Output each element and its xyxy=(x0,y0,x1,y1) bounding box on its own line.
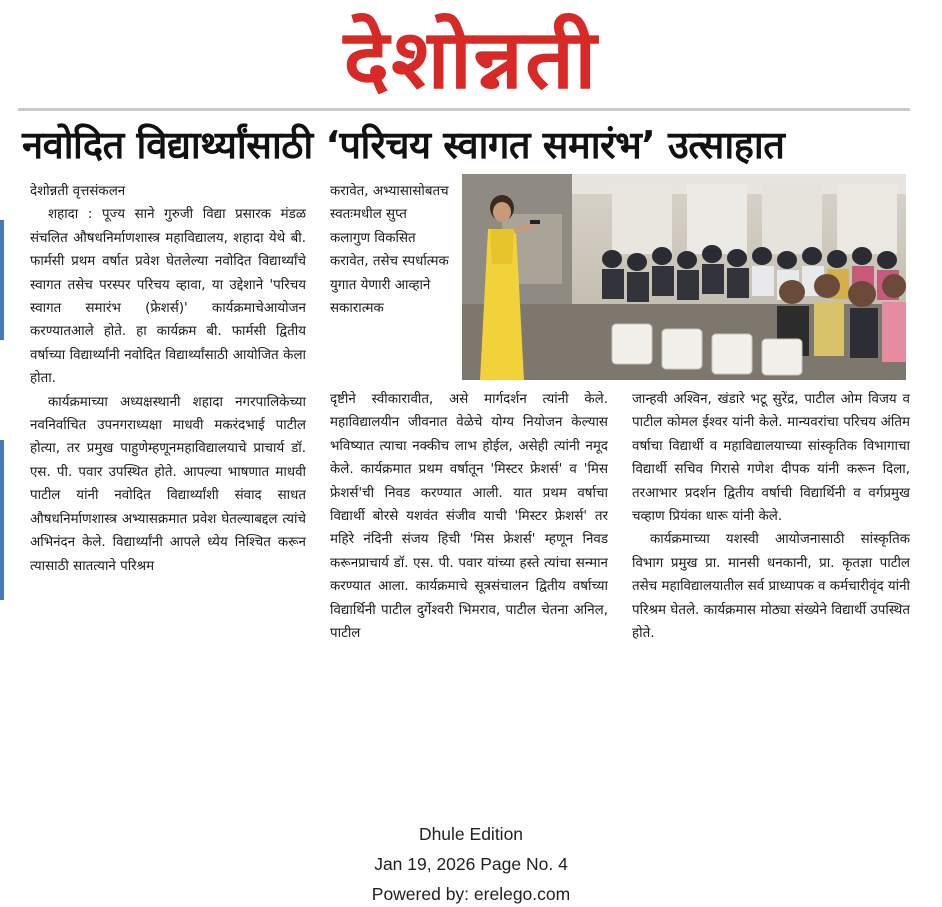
article-column-1 xyxy=(30,180,306,736)
page-edge-marker xyxy=(0,220,4,340)
event-photo-image xyxy=(462,174,906,380)
article-paragraph: करावेत, अभ्यासासोबतच स्वतःमधील सुप्त कलागुण विकसित करावेत, तसेच स्पर्धात्मक युगात येणारी आव्हाने सकारात्मक xyxy=(330,184,449,317)
masthead-title: देशोन्नती xyxy=(343,12,599,108)
article-column-2-top xyxy=(330,180,450,386)
article-paragraph: दृष्टीने स्वीकारावीत, असे मार्गदर्शन त्यांनी केले. महाविद्यालयीन जीवनात वेळेचे योग्य नियोजन केल्यास भविष्यात त्याचा नक्कीच लाभ होईल, असेही त्यांनी नमूद केले. कार्यक्रमात प्रथम वर्षातून 'मिस्टर फ्रेशर्स' व 'मिस फ्रेशर्स'ची निवड करण्यात आली. यात प्रथम वर्षाचा विद्यार्थी बोरसे यशवंत संजीव याची 'मिस्टर फ्रेशर्स' तर महिरे नंदिनी संजय हिची 'मिस फ्रेशर्स' म्हणून निवड करूनप्राचार्य डॉ. एस. पी. पवार यांच्या हस्ते त्यांचा सन्मान करण्यात आला. कार्यक्रमाचे सूत्रसंचालन द्वितीय वर्षाच्या विद्यार्थिनी पाटील दुर्गेश्वरी भिमराव, पाटील चेतना अनिल, पाटील xyxy=(330,392,608,642)
article-paragraph: कार्यक्रमाच्या अध्यक्षस्थानी शहादा नगरपालिकेच्या नवनिर्वाचित उपनगराध्यक्षा माधवी मकरंदभाई पाटील होत्या, तर प्रमुख पाहुणेम्हणूनमहाविद्यालयाचे प्राचार्य डॉ. एस. पी. पवार उपस्थित होते. आपल्या भाषणात माधवी पाटील यांनी नवोदित विद्यार्थ्यांशी संवाद साधत औषधनिर्माणशास्त्र अभ्यासक्रमात प्रवेश घेतल्याबद्दल त्यांचे अभिनंदन केले. विद्यार्थ्यांनी आपले ध्येय निश्चित करून त्यासाठी सातत्याने परिश्रम xyxy=(30,394,306,574)
article-byline: देशोन्नती वृत्तसंकलन xyxy=(30,184,126,199)
article-paragraph: कार्यक्रमाच्या यशस्वी आयोजनासाठी सांस्कृतिक विभाग प्रमुख प्रा. मानसी धनकानी, प्रा. कृतज्ञा पाटील तसेच महाविद्यालयातील सर्व प्राध्यापक व कर्मचारीवृंद यांनी परिश्रम घेतले. कार्यक्रमास मोठ्या संख्येने विद्यार्थी उपस्थित होते. xyxy=(632,532,910,642)
article-headline: नवोदित विद्यार्थ्यांसाठी ‘परिचय स्वागत समारंभ’ उत्साहात xyxy=(22,123,785,167)
masthead xyxy=(0,0,942,108)
article-paragraph: शहादा : पूज्य साने गुरुजी विद्या प्रसारक मंडळ संचलित औषधनिर्माणशास्त्र महाविद्यालय, शहादा येथे बी. फार्मसी प्रथम वर्षात प्रवेश घेतलेल्या नवोदित विद्यार्थ्यांचे स्वागत तसेच परस्पर परिचय व्हावा, या उद्देशाने 'परिचय स्वागत समारंभ (फ्रेशर्स)' कार्यक्रमाचेआयोजन करण्यातआले होते. हा कार्यक्रम बी. फार्मसी द्वितीय वर्षाच्या विद्यार्थ्यांनी नवोदित विद्यार्थ्यांसाठी आयोजित केला होता. xyxy=(30,207,306,387)
article-column-2 xyxy=(330,388,608,734)
footer-edition: Dhule Edition xyxy=(418,824,524,844)
event-photo xyxy=(462,174,906,380)
article-column-3 xyxy=(632,388,910,734)
masthead-rule xyxy=(18,108,910,111)
article-paragraph: जान्हवी अश्विन, खंडारे भटू सुरेंद्र, पाटील ओम विजय व पाटील कोमल ईश्वर यांनी केले. मान्यवरांचा परिचय अंतिम वर्षाचा विद्यार्थी व महाविद्यालयाच्या सांस्कृतिक विभागाचा विद्यार्थी सचिव गिरासे गणेश दीपक यांनी करून दिला, तरआभार प्रदर्शन द्वितीय वर्षाची विद्यार्थिनी व वर्गप्रमुख चव्हाण प्रियंका धारू यांनी केले. xyxy=(632,392,910,525)
footer-date-page: Jan 19, 2026 Page No. 4 xyxy=(374,854,568,874)
page-edge-marker xyxy=(0,440,4,600)
footer-powered-by: Powered by: erelego.com xyxy=(371,884,571,904)
